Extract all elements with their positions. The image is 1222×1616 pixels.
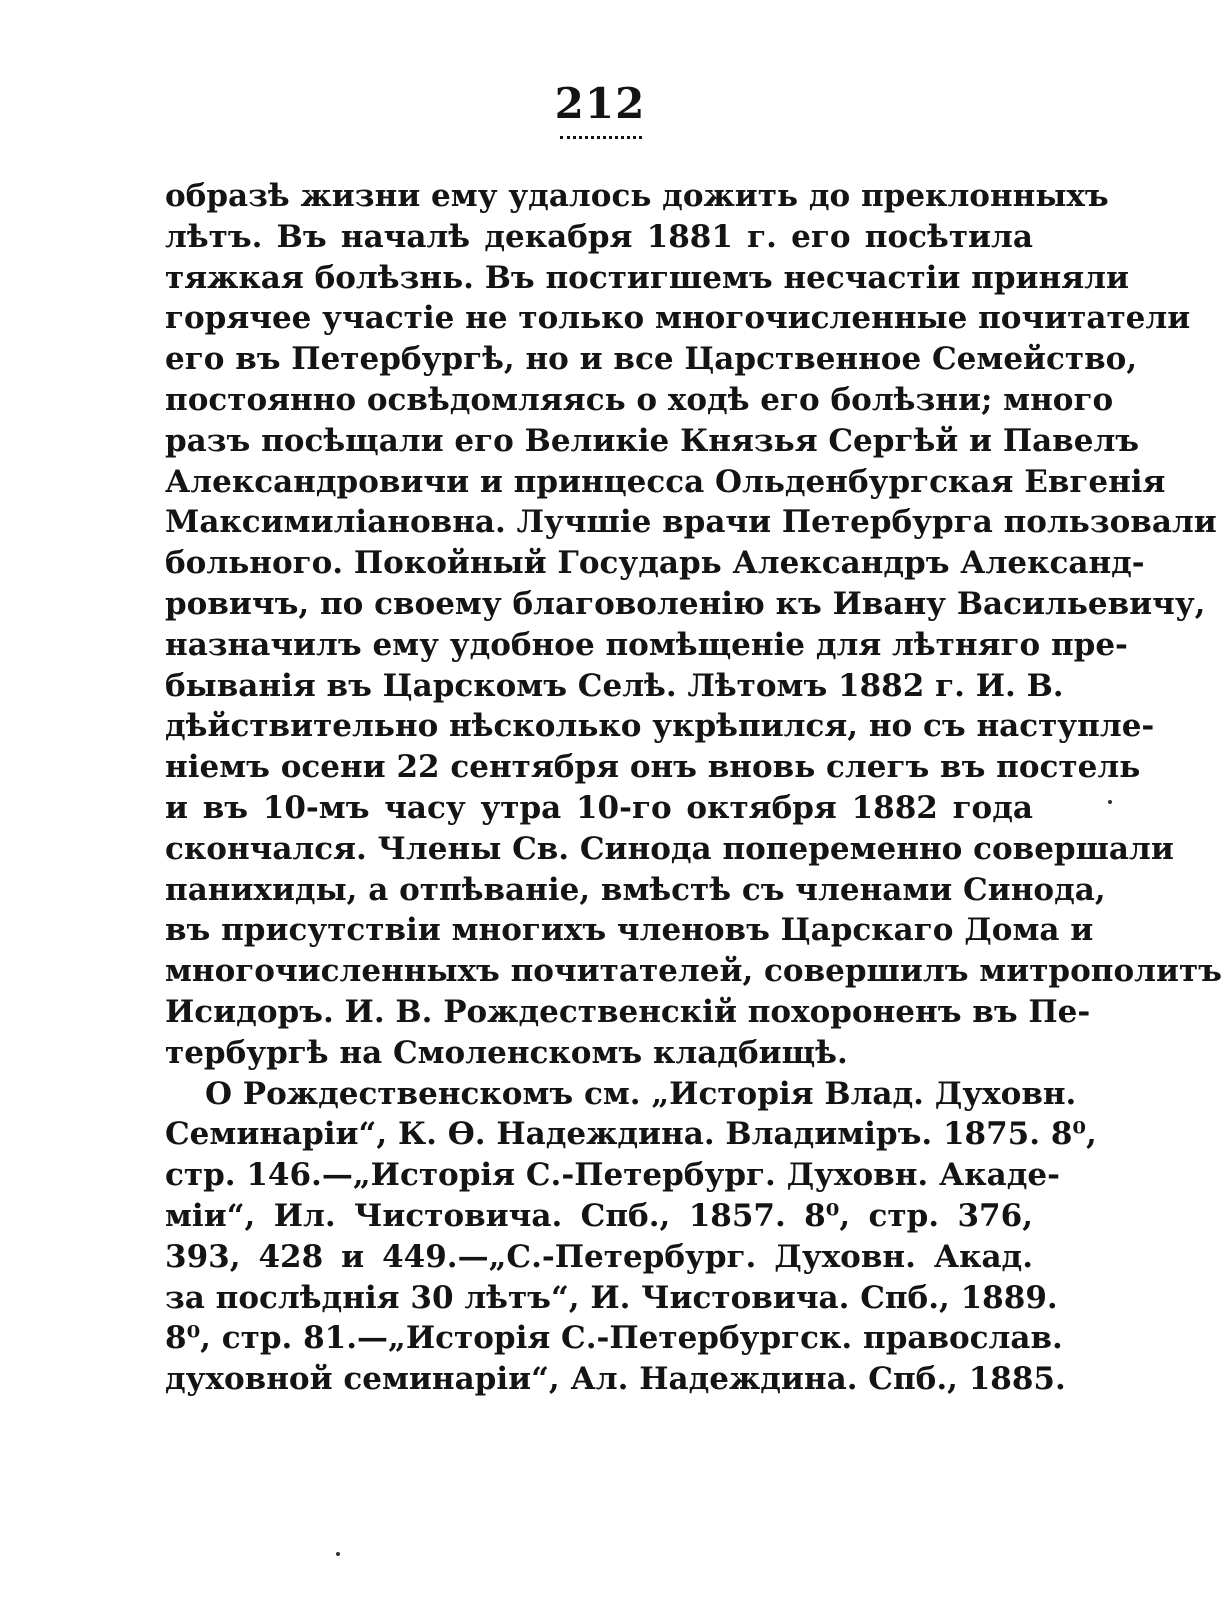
- text-line: ніемъ осени 22 сентября онъ вновь слегъ въ постель: [165, 749, 1141, 786]
- text-line: въ присутствіи многихъ членовъ Царскаго Дома и: [165, 912, 1094, 949]
- print-speck: [1108, 800, 1112, 804]
- body-text: [165, 176, 1222, 1400]
- text-line: тяжкая болѣзнь. Въ постигшемъ несчастіи приняли: [165, 259, 1129, 296]
- text-line: 8⁰, стр. 81.—„Исторія С.-Петербургск. православ.: [165, 1320, 1063, 1357]
- text-line: больного. Покойный Государь Александръ Александ-: [165, 545, 1145, 582]
- text-line: за послѣднія 30 лѣтъ“, И. Чистовича. Спб., 1889.: [165, 1279, 1058, 1316]
- text-line: лѣтъ. Въ началѣ декабря 1881 г. его посѣтила: [165, 218, 1033, 255]
- text-line: Семинаріи“, К. Ѳ. Надеждина. Владиміръ. 1875. 8⁰,: [165, 1116, 1097, 1153]
- text-line: разъ посѣщали его Великіе Князья Сергѣй и Павелъ: [165, 422, 1140, 459]
- text-line: многочисленныхъ почитателей, совершилъ митрополитъ: [165, 953, 1222, 990]
- text-line: міи“, Ил. Чистовича. Спб., 1857. 8⁰, стр. 376,: [165, 1197, 1033, 1234]
- text-line: панихиды, а отпѣваніе, вмѣстѣ съ членами Синода,: [165, 871, 1106, 908]
- paragraph: [165, 176, 1222, 1074]
- text-line: и въ 10-мъ часу утра 10-го октября 1882 года: [165, 789, 1033, 826]
- text-line: О Рождественскомъ см. „Исторія Влад. Духовн.: [205, 1075, 1077, 1112]
- text-line: Исидоръ. И. В. Рождественскій похороненъ въ Пе-: [165, 993, 1091, 1030]
- text-line: тербургѣ на Смоленскомъ кладбищѣ.: [165, 1034, 848, 1071]
- text-line: горячее участіе не только многочисленные почитатели: [165, 300, 1191, 337]
- page-number-divider: [560, 136, 642, 139]
- text-line: стр. 146.—„Исторія С.-Петербург. Духовн. Акаде-: [165, 1157, 1060, 1194]
- text-line: скончался. Члены Св. Синода попеременно совершали: [165, 830, 1174, 867]
- text-line: быванія въ Царскомъ Селѣ. Лѣтомъ 1882 г. И. В.: [165, 667, 1064, 704]
- print-speck: [336, 1552, 340, 1556]
- text-line: образѣ жизни ему удалось дожить до преклонныхъ: [165, 178, 1109, 214]
- text-line: духовной семинаріи“, Ал. Надеждина. Спб., 1885.: [165, 1361, 1066, 1398]
- text-line: назначилъ ему удобное помѣщеніе для лѣтняго пре-: [165, 626, 1128, 663]
- text-line: Максимиліановна. Лучшіе врачи Петербурга пользовали: [165, 504, 1217, 541]
- text-line: Александровичи и принцесса Ольденбургская Евгенія: [165, 463, 1166, 500]
- text-line: ровичъ, по своему благоволенію къ Ивану Васильевичу,: [165, 585, 1206, 622]
- paragraph: [165, 1074, 1097, 1400]
- text-line: его въ Петербургѣ, но и все Царственное Семейство,: [165, 341, 1138, 378]
- text-line: дѣйствительно нѣсколько укрѣпился, но съ наступле-: [165, 708, 1155, 745]
- text-line: постоянно освѣдомляясь о ходѣ его болѣзни; много: [165, 381, 1114, 418]
- page-number: 212: [554, 79, 646, 128]
- text-line: 393, 428 и 449.—„С.-Петербург. Духовн. Акад.: [165, 1238, 1033, 1275]
